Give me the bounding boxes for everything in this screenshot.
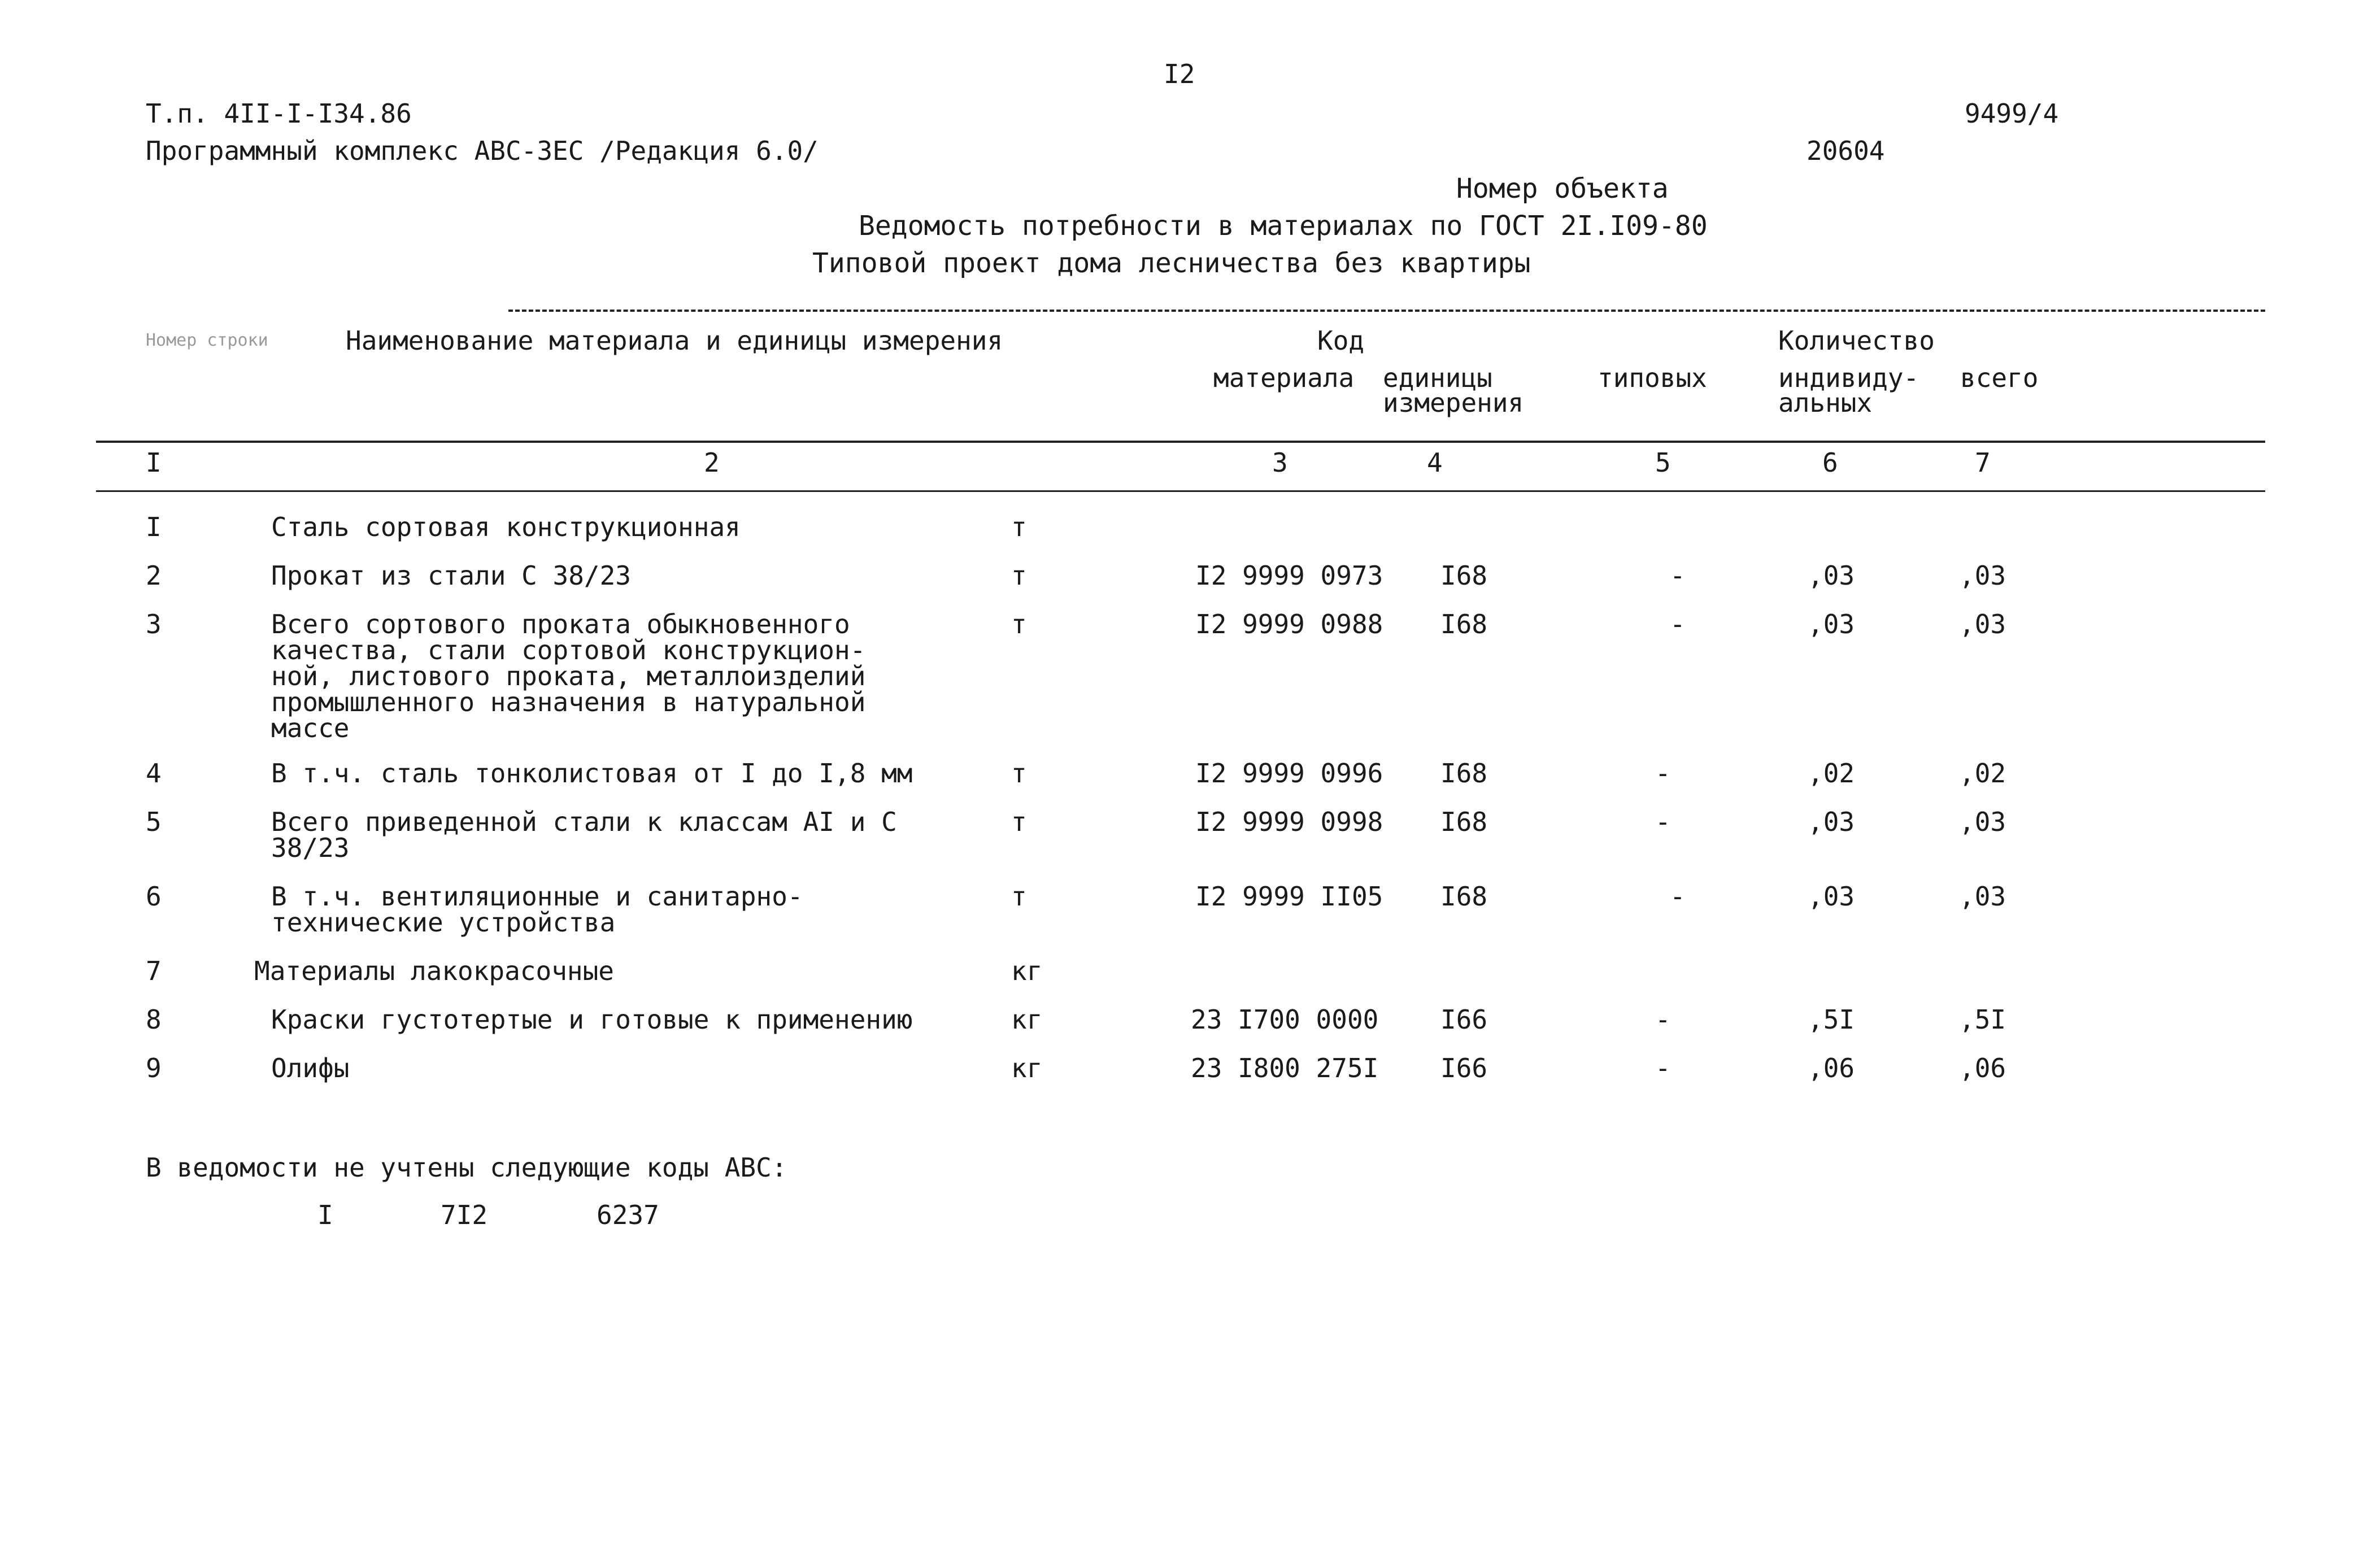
material-name: Краски густотертые и готовые к применению	[271, 1004, 913, 1035]
typical-quantity: -	[1655, 807, 1671, 837]
row-number: 6	[146, 881, 162, 912]
unit-code: I68	[1440, 609, 1488, 639]
uncounted-code: 7I2	[441, 1200, 488, 1230]
individual-quantity: ,5I	[1808, 1004, 1855, 1035]
row-number: I	[146, 512, 162, 542]
document-reference: Т.п. 4II-I-I34.86	[146, 98, 412, 129]
material-code: 23 I800 275I	[1191, 1053, 1379, 1083]
object-number-label: Номер объекта	[1456, 173, 1669, 204]
footnote-text: В ведомости не учтены следующие коды АВС:	[146, 1152, 787, 1183]
project-subtitle: Типовой проект дома лесничества без квартиры	[812, 247, 1531, 279]
measure-unit: кг	[1011, 1053, 1043, 1083]
header-individual-line2: альных	[1778, 387, 1873, 418]
column-number-7: 7	[1975, 447, 1991, 478]
page-number: I2	[1164, 59, 1195, 89]
individual-quantity: ,03	[1808, 560, 1855, 591]
object-number-value: 20604	[1807, 136, 1885, 166]
total-quantity: ,03	[1959, 807, 2006, 837]
material-code: 23 I700 0000	[1191, 1004, 1379, 1035]
measure-unit: кг	[1011, 956, 1043, 986]
header-total: всего	[1960, 363, 2039, 393]
header-bottom-rule	[96, 441, 2265, 443]
material-code: I2 9999 II05	[1195, 881, 1383, 912]
total-quantity: ,5I	[1959, 1004, 2006, 1035]
unit-code: I68	[1440, 881, 1488, 912]
table-top-rule	[508, 310, 2265, 312]
row-number: 9	[146, 1053, 162, 1083]
header-unit-code-line2: измерения	[1383, 387, 1524, 418]
uncounted-code: 6237	[597, 1200, 659, 1230]
material-name: Сталь сортовая конструкционная	[271, 512, 741, 542]
total-quantity: ,02	[1959, 758, 2006, 789]
total-quantity: ,03	[1959, 560, 2006, 591]
total-quantity: ,03	[1959, 881, 2006, 912]
header-individual-line1: индивиду-	[1778, 363, 1919, 393]
header-typical: типовых	[1597, 363, 1707, 393]
header-material-code: материала	[1213, 363, 1355, 393]
material-name: Всего приведенной стали к классам АI и С 38/23	[271, 807, 897, 863]
column-numbers-rule	[96, 490, 2265, 492]
material-code: I2 9999 0988	[1195, 609, 1383, 639]
row-number: 4	[146, 758, 162, 789]
measure-unit: т	[1011, 512, 1027, 542]
header-unit-code-line1: единицы	[1383, 363, 1492, 393]
row-number: 3	[146, 609, 162, 639]
material-name: В т.ч. сталь тонколистовая от I до I,8 мм	[271, 758, 913, 789]
measure-unit: т	[1011, 881, 1027, 912]
individual-quantity: ,03	[1808, 881, 1855, 912]
header-quantity-group: Количество	[1778, 325, 1935, 356]
header-material-name: Наименование материала и единицы измерения	[346, 325, 1003, 356]
unit-code: I68	[1440, 560, 1488, 591]
material-name: Олифы	[271, 1053, 350, 1083]
material-code: I2 9999 0973	[1195, 560, 1383, 591]
column-number-4: 4	[1427, 447, 1443, 478]
uncounted-code: I	[317, 1200, 333, 1230]
material-name: В т.ч. вентиляционные и санитарно-технические устройства	[271, 881, 803, 938]
row-number: 8	[146, 1004, 162, 1035]
measure-unit: т	[1011, 609, 1027, 639]
total-quantity: ,06	[1959, 1053, 2006, 1083]
column-number-2: 2	[704, 447, 720, 478]
material-code: I2 9999 0996	[1195, 758, 1383, 789]
measure-unit: кг	[1011, 1004, 1043, 1035]
column-number-3: 3	[1272, 447, 1288, 478]
material-code: I2 9999 0998	[1195, 807, 1383, 837]
measure-unit: т	[1011, 758, 1027, 789]
row-number: 2	[146, 560, 162, 591]
column-number-5: 5	[1655, 447, 1671, 478]
typical-quantity: -	[1655, 1004, 1671, 1035]
row-number: 5	[146, 807, 162, 837]
column-number-1: I	[146, 447, 162, 478]
total-quantity: ,03	[1959, 609, 2006, 639]
individual-quantity: ,02	[1808, 758, 1855, 789]
header-row-number: Номер строки	[146, 330, 268, 350]
typical-quantity: -	[1655, 758, 1671, 789]
typical-quantity: -	[1655, 1053, 1671, 1083]
measure-unit: т	[1011, 807, 1027, 837]
column-number-6: 6	[1822, 447, 1838, 478]
unit-code: I66	[1440, 1053, 1488, 1083]
document-title: Ведомость потребности в материалах по ГОСТ 2I.I09-80	[859, 210, 1708, 242]
measure-unit: т	[1011, 560, 1027, 591]
typical-quantity: -	[1670, 609, 1686, 639]
document-code: 9499/4	[1965, 98, 2059, 129]
unit-code: I68	[1440, 807, 1488, 837]
header-code-group: Код	[1317, 325, 1365, 356]
unit-code: I66	[1440, 1004, 1488, 1035]
software-name: Программный комплекс АВС-3ЕС /Редакция 6.0/	[146, 136, 819, 166]
individual-quantity: ,03	[1808, 609, 1855, 639]
individual-quantity: ,03	[1808, 807, 1855, 837]
individual-quantity: ,06	[1808, 1053, 1855, 1083]
material-name: Прокат из стали С 38/23	[271, 560, 631, 591]
unit-code: I68	[1440, 758, 1488, 789]
material-name: Материалы лакокрасочные	[254, 956, 614, 986]
material-name: Всего сортового проката обыкновенного качества, стали сортовой конструкцион-ной, листового проката, металлоизделий промышленного назначения в натуральной массе	[271, 609, 866, 743]
typical-quantity: -	[1670, 881, 1686, 912]
typical-quantity: -	[1670, 560, 1686, 591]
row-number: 7	[146, 956, 162, 986]
